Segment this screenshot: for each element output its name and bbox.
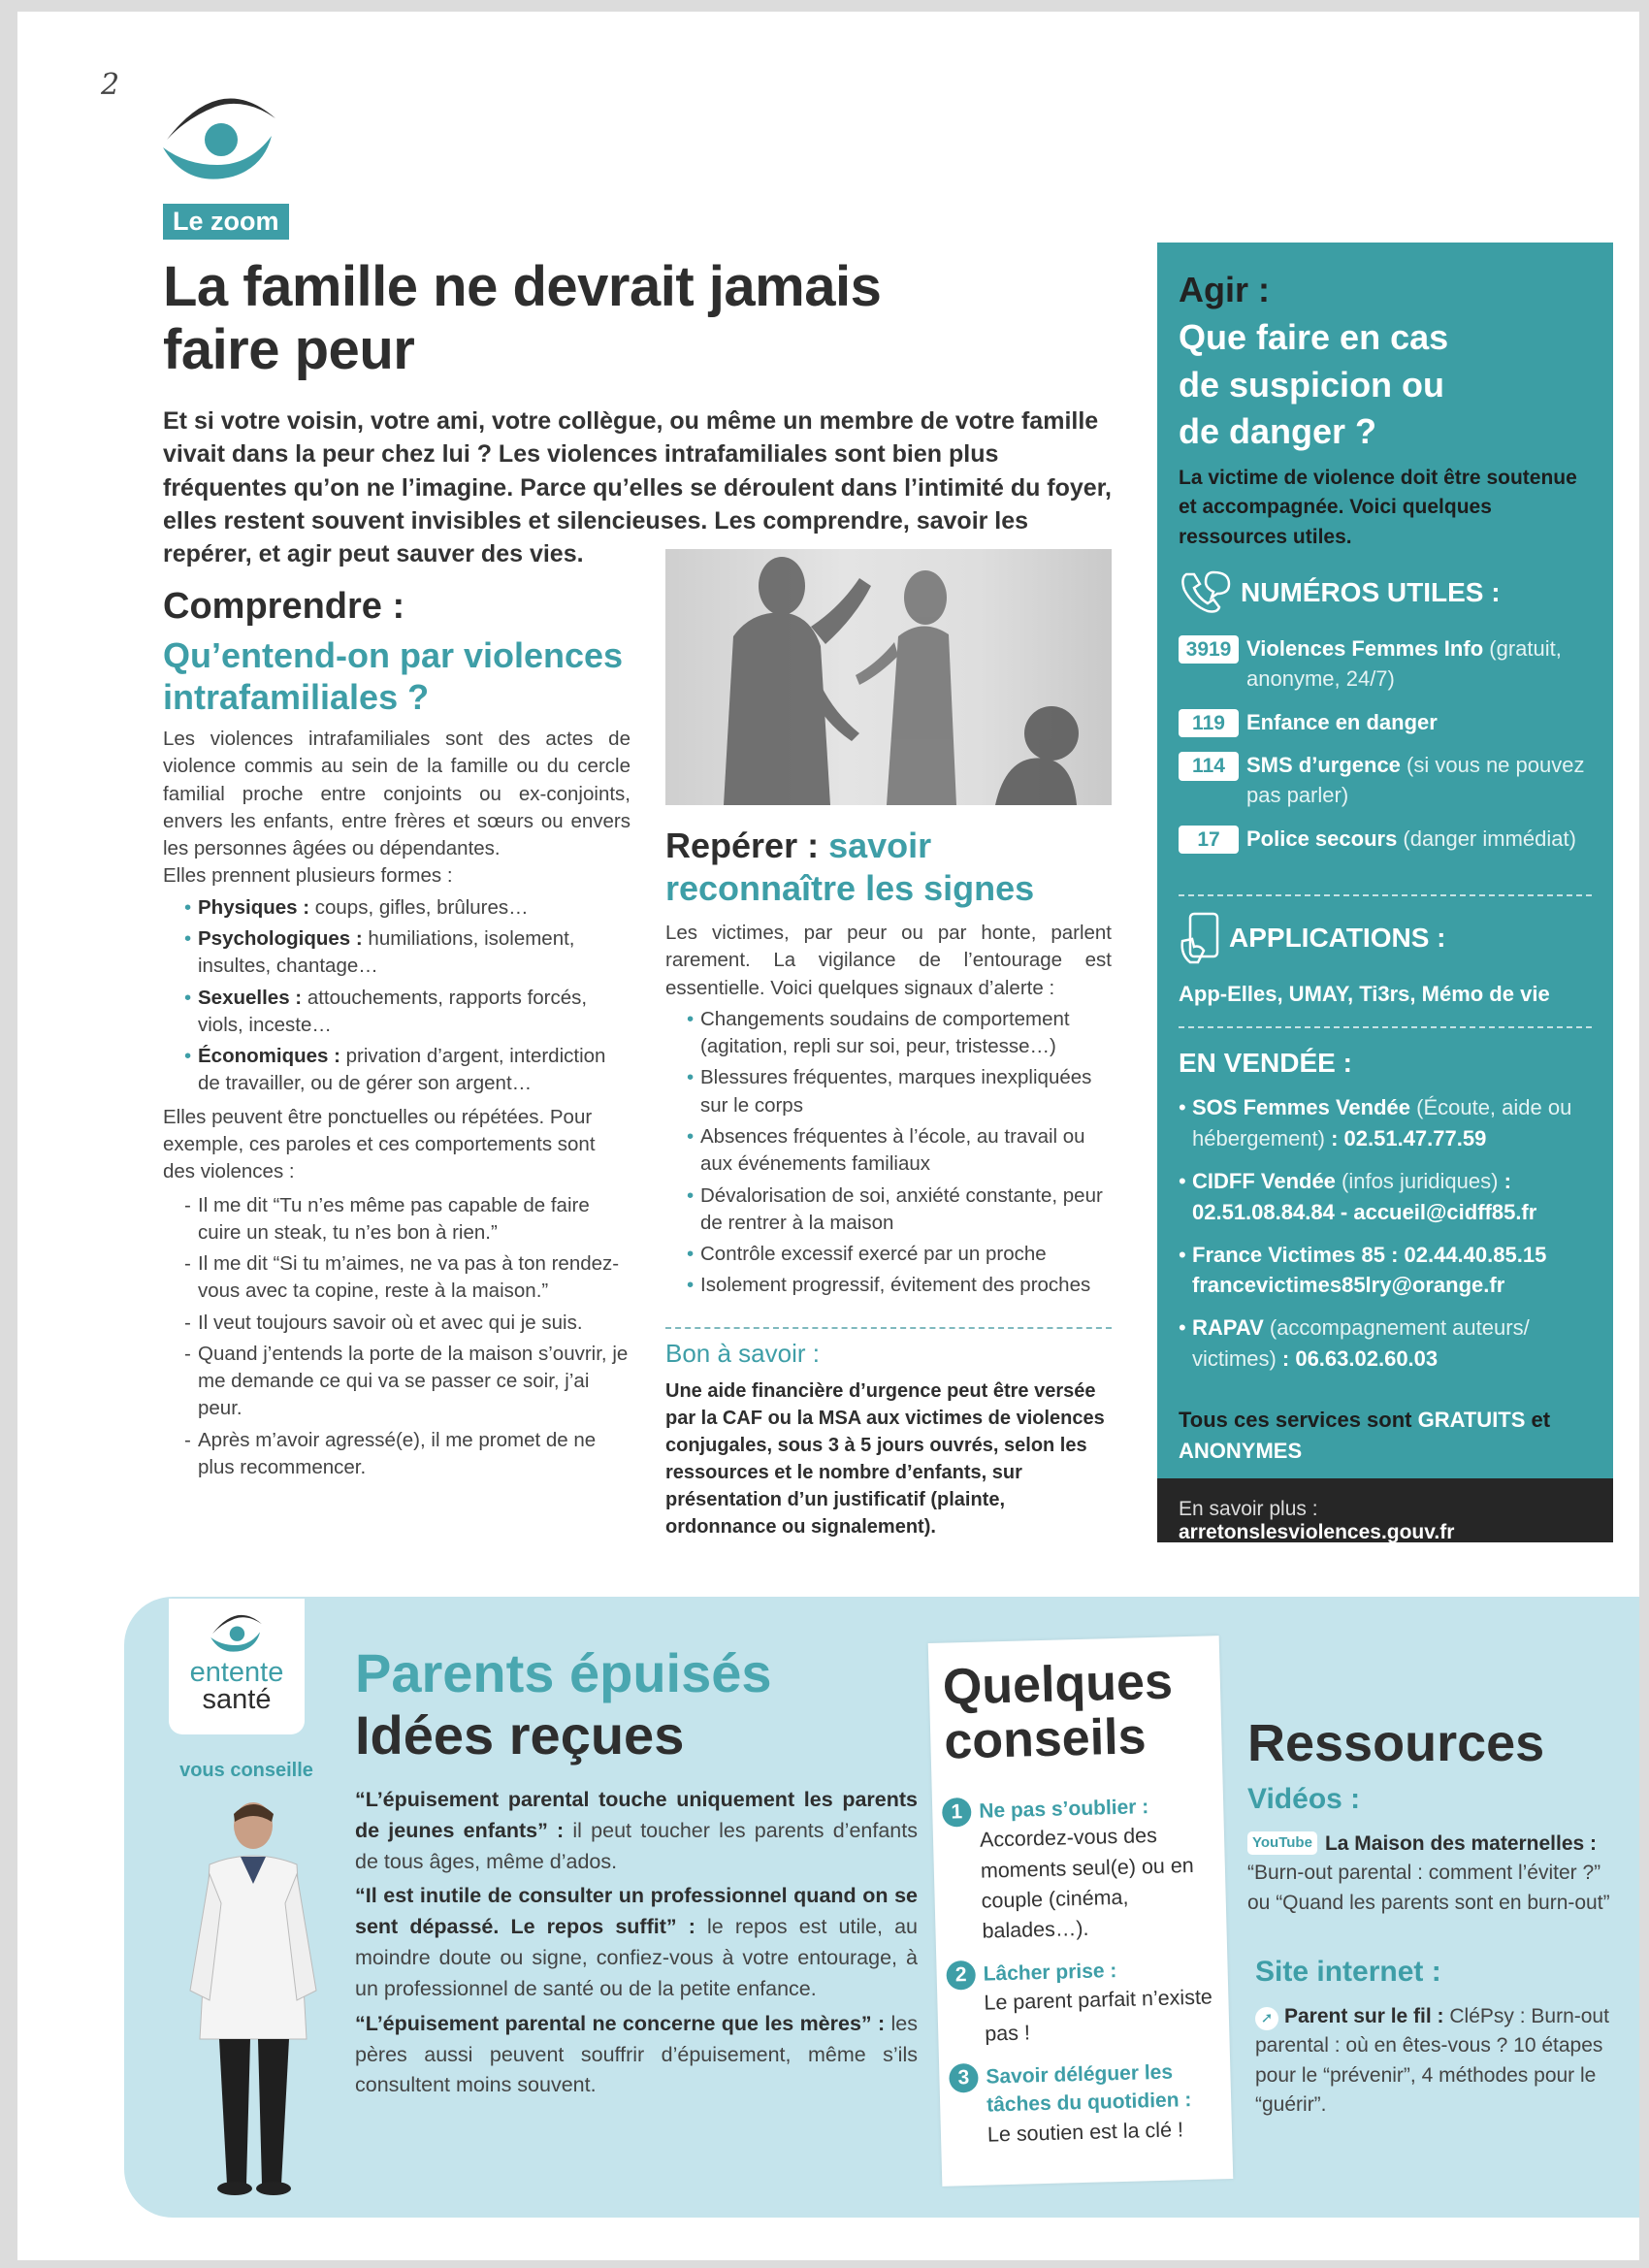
shadow-photo: [665, 549, 1112, 805]
bon-a-savoir-text: Une aide financière d’urgence peut être versée par la CAF ou la MSA aux victimes de violences conjugales, sous 3 à 5 jours ouvrés, selon les ressources et le nombre d’enfants, sur présentation d’un justificatif (plainte, ordonnance ou signalement).: [665, 1380, 1105, 1538]
free-services-note: Tous ces services sont GRATUITS et ANONYMES: [1179, 1408, 1551, 1463]
parents-title: Parents épuisés: [355, 1642, 772, 1703]
applications-list: App-Elles, UMAY, Ti3rs, Mémo de vie: [1179, 982, 1550, 1006]
list-item: • Physiques : coups, gifles, brûlures…: [184, 894, 630, 922]
list-item: • RAPAV (accompagnement auteurs/ victimes) : 06.63.02.60.03: [1179, 1312, 1592, 1375]
list-item: • Blessures fréquentes, marques inexpliquées sur le corps: [687, 1064, 1112, 1119]
comprendre-subheading: Qu’entend-on par violences intrafamiliales ?: [163, 635, 624, 718]
videos-heading: Vidéos :: [1247, 1783, 1361, 1815]
more-info-footer: En savoir plus : arretonslesviolences.gouv.fr: [1157, 1478, 1613, 1542]
divider: [1179, 1026, 1592, 1028]
conseils-title: Quelques conseils: [942, 1653, 1174, 1770]
more-info-link[interactable]: arretonslesviolences.gouv.fr: [1179, 1521, 1455, 1543]
arrow-icon: ➚: [1255, 2007, 1278, 2030]
list-item: • Psychologiques : humiliations, isolement, insultes, chantage…: [184, 925, 630, 981]
phone-number-row: 3919 Violences Femmes Info (gratuit, anonyme, 24/7): [1179, 634, 1592, 695]
list-item: • Contrôle excessif exercé par un proche: [687, 1241, 1112, 1268]
smartphone-hand-icon: [1179, 912, 1221, 964]
bon-a-savoir-title: Bon à savoir :: [665, 1339, 820, 1368]
list-item: • Changements soudains de comportement (agitation, repli sur soi, peur, tristesse…): [687, 1006, 1112, 1061]
site-heading: Site internet :: [1255, 1956, 1441, 1988]
shadow-silhouettes-image: [665, 549, 1112, 805]
signs-list: [665, 1006, 1112, 1300]
list-item: - Quand j’entends la porte de la maison s’ouvrir, je me demande ce qui va se passer ce soir, j’ai peur.: [184, 1341, 630, 1423]
list-item: • Absences fréquentes à l’école, au travail ou aux événements familiaux: [687, 1123, 1112, 1179]
comprendre-heading: Comprendre :: [163, 586, 405, 627]
list-item: • Économiques : privation d’argent, interdiction de travailler, ou de gérer son argent…: [184, 1043, 630, 1098]
reperer-column: [665, 920, 1112, 1300]
list-item: - Il me dit “Tu n’es même pas capable de faire cuire un steak, tu n’es bon à rien.”: [184, 1192, 630, 1247]
entente-sante-logo: [169, 1599, 305, 1734]
intro-paragraph: Et si votre voisin, votre ami, votre collègue, ou même un membre de votre famille vivait dans la peur chez lui ? Les violences intrafamiliales sont bien plus fréquentes qu’on ne l’imagine. Parce qu’elles se déroulent dans l’intimité du foyer, elles restent souvent invisibles et silencieuses. Les comprendre, savoir les repérer, et agir peut sauver des vies.: [163, 407, 1113, 567]
list-item: - Il me dit “Si tu m’aimes, ne va pas à ton rendez-vous avec ta copine, reste à la maison.”: [184, 1250, 630, 1306]
examples-list: [163, 1192, 630, 1482]
videos-block: YouTube La Maison des maternelles : “Burn-out parental : comment l’éviter ?” ou “Quand les parents sont en burn-out”: [1247, 1832, 1610, 1914]
comprendre-column: [163, 726, 630, 1481]
numbers-list: [1179, 634, 1592, 868]
phone-number-row: 17 Police secours (danger immédiat): [1179, 825, 1592, 855]
logo-text-line2: santé: [202, 1683, 272, 1715]
parents-subtitle: Idées reçues: [355, 1704, 685, 1766]
eye-logo-icon: [157, 80, 283, 186]
examples-intro: Elles peuvent être ponctuelles ou répétées. Pour exemple, ces paroles et ces comportements sont des violences :: [163, 1105, 596, 1183]
youtube-icon: YouTube: [1247, 1831, 1317, 1855]
list-item: “Il est inutile de consulter un professionnel quand on se sent dépassé. Le repos suffit” : le repos est utile, au moindre doute ou signe, confiez-vous à votre entourage, à un professionnel de santé ou de la petite enfance.: [355, 1884, 918, 2000]
divider: [665, 1327, 1112, 1329]
agir-label: Agir :: [1179, 270, 1270, 309]
vous-conseille-label: vous conseille: [179, 1760, 313, 1781]
reperer-heading: Repérer : savoir reconnaître les signes: [665, 826, 1035, 908]
agir-sidebar: [1157, 243, 1613, 1542]
phone-icon: [1179, 568, 1233, 617]
page-number: 2: [101, 68, 120, 102]
list-item: “L’épuisement parental ne concerne que les mères” : les pères aussi peuvent souffrir d’épuisement, même s’ils consultent moins souvent.: [355, 2011, 918, 2097]
list-item: • France Victimes 85 : 02.44.40.85.15 francevictimes85lry@orange.fr: [1179, 1240, 1592, 1302]
phone-number-row: 119 Enfance en danger: [1179, 708, 1592, 738]
list-item: • Dévalorisation de soi, anxiété constante, peur de rentrer à la maison: [687, 1183, 1112, 1238]
doctor-illustration: [180, 1797, 326, 2204]
forms-intro: Elles prennent plusieurs formes :: [163, 864, 453, 888]
list-item: - Il veut toujours savoir où et avec qui je suis.: [184, 1310, 630, 1337]
list-item: 1 Ne pas s’oublier : Accordez-vous des moments seul(e) ou en couple (cinéma, balades…).: [942, 1791, 1222, 1947]
agir-title: Que faire en cas de suspicion ou de danger ?: [1179, 317, 1449, 452]
idees-recues-list: [355, 1785, 918, 2105]
page-title: La famille ne devrait jamais faire peur: [163, 255, 882, 381]
ressources-title: Ressources: [1247, 1714, 1545, 1772]
divider: [1179, 894, 1592, 896]
list-item: - Après m’avoir agressé(e), il me promet de ne plus recommencer.: [184, 1427, 630, 1482]
list-item: 2 Lâcher prise : Le parent parfait n’existe pas !: [946, 1954, 1224, 2050]
list-item: 3 Savoir déléguer les tâches du quotidien : Le soutien est la clé !: [949, 2057, 1227, 2151]
vendee-heading: EN VENDÉE :: [1179, 1048, 1352, 1078]
logo-text-line1: entente: [189, 1657, 284, 1688]
list-item: • CIDFF Vendée (infos juridiques) : 02.51.08.84.84 - accueil@cidff85.fr: [1179, 1166, 1592, 1228]
reperer-paragraph: Les victimes, par peur ou par honte, parlent rarement. La vigilance de l’entourage est essentielle. Voici quelques signaux d’alerte :: [665, 922, 1112, 999]
conseils-list: [942, 1791, 1228, 2164]
agir-lead: La victime de violence doit être soutenue et accompagnée. Voici quelques ressources utiles.: [1179, 467, 1577, 548]
site-block: ➚ Parent sur le fil : CléPsy : Burn-out parental : où en êtes-vous ? 10 étapes pour le “prévenir”, 4 méthodes pour le “guérir”.: [1255, 2005, 1609, 2117]
eye-logo-icon: [206, 1606, 268, 1655]
list-item: • Isolement progressif, évitement des proches: [687, 1272, 1112, 1299]
conseils-card: [928, 1636, 1234, 2187]
list-item: • Sexuelles : attouchements, rapports forcés, viols, inceste…: [184, 985, 630, 1040]
forms-list: [163, 894, 630, 1098]
phone-number-row: 114 SMS d’urgence (si vous ne pouvez pas parler): [1179, 751, 1592, 811]
list-item: “L’épuisement parental touche uniquement les parents de jeunes enfants” : il peut toucher les parents d’enfants de tous âges, même d’ados.: [355, 1788, 918, 1873]
vendee-list: [1179, 1092, 1592, 1386]
numeros-heading: NUMÉROS UTILES :: [1179, 568, 1592, 617]
section-tag: Le zoom: [163, 204, 289, 240]
list-item: • SOS Femmes Vendée (Écoute, aide ou hébergement) : 02.51.47.77.59: [1179, 1092, 1592, 1154]
comprendre-paragraph: Les violences intrafamiliales sont des actes de violence commis au sein de la famille ou du cercle familial proche entre conjoints ou ex-conjoints, envers les enfants, entre frères et sœurs ou envers les personnes âgées ou dépendantes.: [163, 728, 630, 860]
page: [17, 12, 1639, 2260]
applications-heading: APPLICATIONS :: [1179, 912, 1592, 964]
